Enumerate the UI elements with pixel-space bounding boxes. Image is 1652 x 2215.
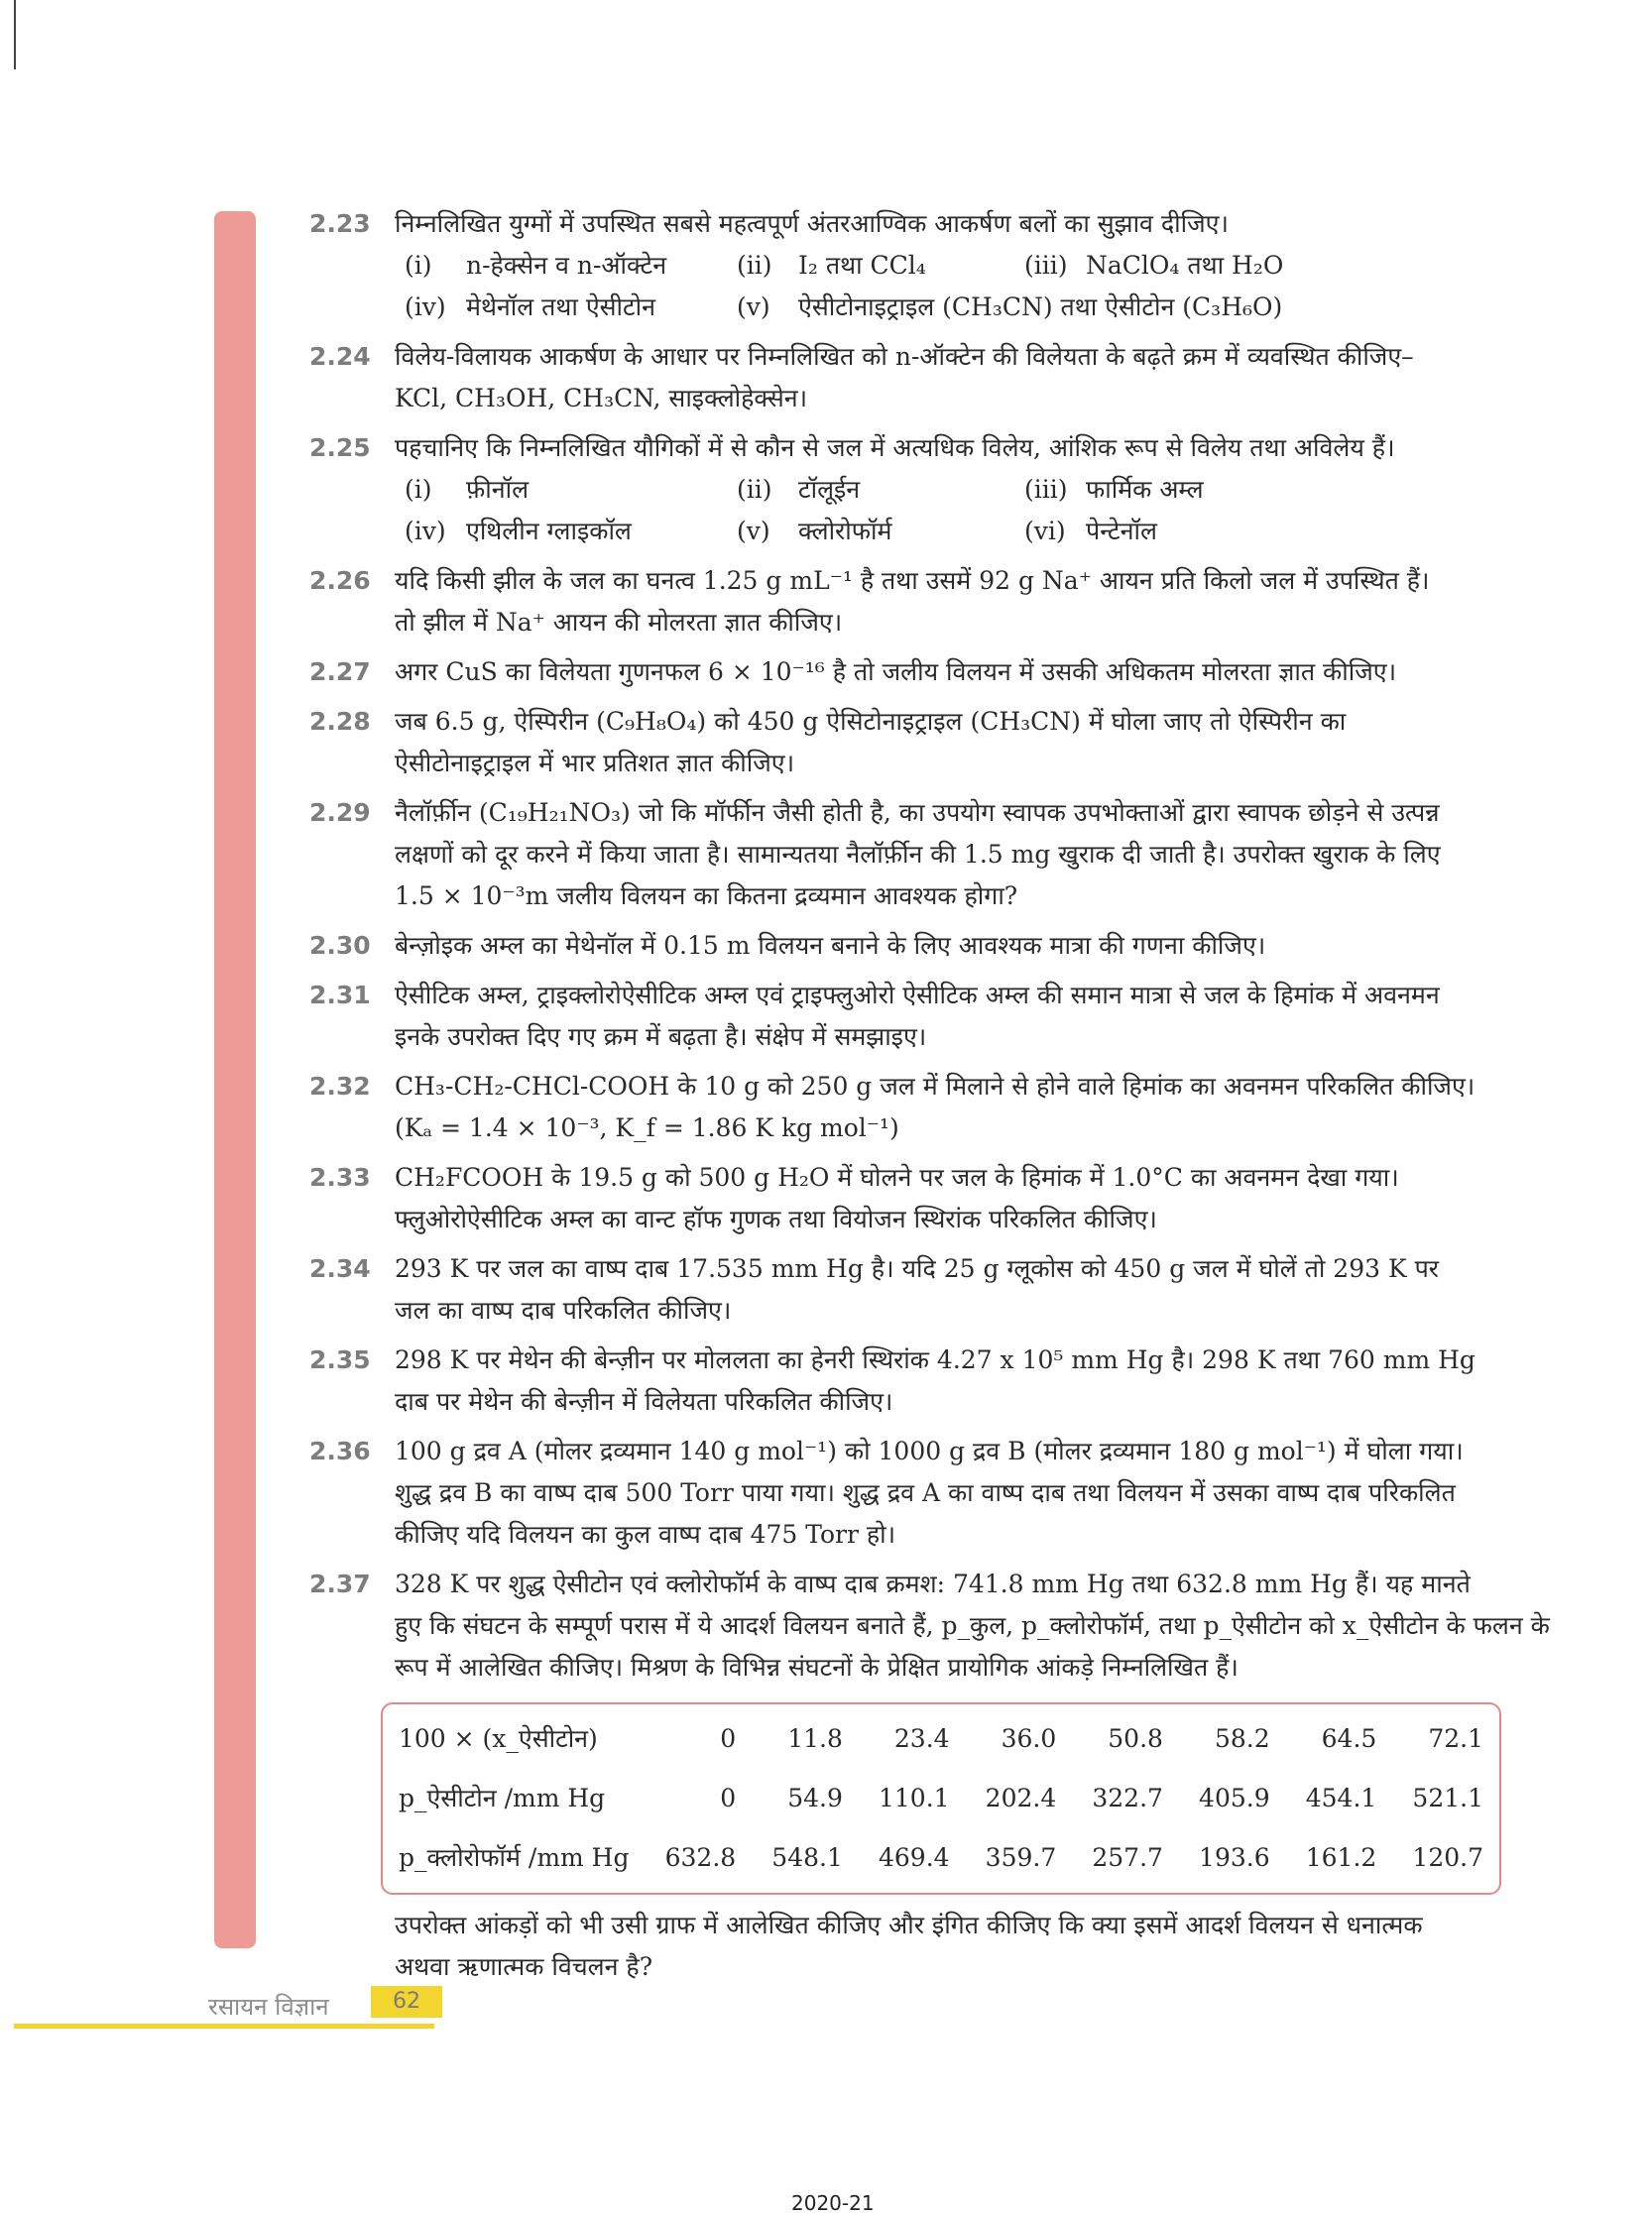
question-2-28 — [309, 701, 1521, 784]
table-cell: 64.5 — [1321, 1724, 1377, 1753]
question-text: यदि किसी झील के जल का घनत्व 1.25 g mL⁻¹ है तथा उसमें 92 g Na⁺ आयन प्रति किलो जल में उपस्थित हैं। — [395, 566, 1430, 595]
question-text: 293 K पर जल का वाष्प दाब 17.535 mm Hg है। यदि 25 g ग्लूकोस को 450 g जल में घोलें तो 293 K पर — [395, 1254, 1440, 1283]
table-cell: 469.4 — [878, 1843, 950, 1872]
question-number: 2.27 — [309, 657, 371, 686]
question-number: 2.32 — [309, 1072, 371, 1101]
question-text: बेन्ज़ोइक अम्ल का मेथेनॉल में 0.15 m विलयन बनाने के लिए आवश्यक मात्रा की गणना कीजिए। — [395, 931, 1266, 960]
table-cell: 193.6 — [1199, 1843, 1270, 1872]
question-text: CH₂FCOOH के 19.5 g को 500 g H₂O में घोलने पर जल के हिमांक में 1.0°C का अवनमन देखा गया। — [395, 1163, 1399, 1192]
table-cell: 0 — [720, 1724, 737, 1753]
question-number: 2.23 — [309, 209, 371, 238]
question-text: उपरोक्त आंकड़ों को भी उसी ग्राफ में आलेखित कीजिए और इंगित कीजिए कि क्या इसमें आदर्श विलयन से धनात्मक — [395, 1911, 1423, 1939]
table-cell: 257.7 — [1092, 1843, 1163, 1872]
margin-bar — [214, 211, 256, 1948]
question-number: 2.37 — [309, 1570, 371, 1598]
question-2-35 — [309, 1340, 1521, 1423]
book-title: रसायन विज्ञान — [208, 1993, 329, 2021]
question-text: फ्लुओरोऐसीटिक अम्ल का वान्ट हॉफ गुणक तथा वियोजन स्थिरांक परिकलित कीजिए। — [395, 1205, 1157, 1233]
table-cell: 548.1 — [771, 1843, 843, 1872]
question-number: 2.24 — [309, 342, 371, 371]
option: (iii) फार्मिक अम्ल — [1024, 475, 1204, 504]
question-2-33 — [309, 1157, 1521, 1240]
question-text: ऐसीटोनाइट्राइल में भार प्रतिशत ज्ञात कीजिए। — [395, 749, 795, 777]
option: (iv) मेथेनॉल तथा ऐसीटोन — [405, 292, 655, 321]
question-text: कीजिए यदि विलयन का कुल वाष्प दाब 475 Torr हो। — [395, 1520, 896, 1549]
option: (v) ऐसीटोनाइट्राइल (CH₃CN) तथा ऐसीटोन (C₃H₆O) — [737, 292, 1283, 321]
question-text: KCl, CH₃OH, CH₃CN, साइक्लोहेक्सेन। — [395, 384, 808, 412]
option: (i) फ़ीनॉल — [405, 475, 530, 504]
table-row — [395, 1710, 1487, 1768]
question-2-30 — [309, 925, 1521, 967]
table-cell: 58.2 — [1214, 1724, 1270, 1753]
question-2-32 — [309, 1066, 1521, 1149]
question-text: रूप में आलेखित कीजिए। मिश्रण के विभिन्न संघटनों के प्रेक्षित प्रायोगिक आंकड़े निम्नलिखित हैं। — [395, 1653, 1239, 1682]
question-text: निम्नलिखित युग्मों में उपस्थित सबसे महत्वपूर्ण अंतरआण्विक आकर्षण बलों का सुझाव दीजिए। — [395, 209, 1229, 238]
table-cell: 11.8 — [787, 1724, 843, 1753]
table-cell: 454.1 — [1305, 1784, 1377, 1812]
table-cell: 322.7 — [1092, 1784, 1163, 1812]
question-number: 2.31 — [309, 981, 371, 1009]
question-number: 2.36 — [309, 1437, 371, 1465]
question-text: जब 6.5 g, ऐस्पिरीन (C₉H₈O₄) को 450 g ऐसिटोनाइट्राइल (CH₃CN) में घोला जाए तो ऐस्पिरीन का — [395, 707, 1347, 736]
question-2-36 — [309, 1431, 1521, 1556]
question-number: 2.35 — [309, 1345, 371, 1374]
table-cell: 161.2 — [1305, 1843, 1377, 1872]
question-text: हुए कि संघटन के सम्पूर्ण परास में ये आदर्श विलयन बनाते हैं, p_कुल, p_क्लोरोफॉर्म, तथा p_ऐसीटोन को x_ऐसीटोन के फलन के — [395, 1611, 1550, 1640]
question-text: अथवा ऋणात्मक विचलन है? — [395, 1952, 653, 1981]
question-text: 298 K पर मेथेन की बेन्ज़ीन पर मोललता का हेनरी स्थिरांक 4.27 x 10⁵ mm Hg है। 298 K तथा 760 mm Hg — [395, 1345, 1475, 1374]
question-number: 2.33 — [309, 1163, 371, 1192]
question-2-27 — [309, 651, 1521, 693]
table-row — [395, 1770, 1487, 1827]
vapour-pressure-table — [381, 1702, 1501, 1895]
crop-mark — [0, 0, 16, 69]
question-text: अगर CuS का विलेयता गुणनफल 6 × 10⁻¹⁶ है तो जलीय विलयन में उसकी अधिकतम मोलरता ज्ञात कीजिए। — [395, 657, 1397, 686]
table-cell: 36.0 — [1001, 1724, 1057, 1753]
question-text: जल का वाष्प दाब परिकलित कीजिए। — [395, 1296, 732, 1325]
question-text: विलेय-विलायक आकर्षण के आधार पर निम्नलिखित को n-ऑक्टेन की विलेयता के बढ़ते क्रम में व्यवस्थित कीजिए– — [395, 342, 1414, 371]
table-cell: 23.4 — [893, 1724, 950, 1753]
question-2-31 — [309, 975, 1521, 1058]
question-2-37 — [309, 1564, 1550, 1988]
table-cell: 120.7 — [1412, 1843, 1483, 1872]
footer-rule — [14, 2024, 434, 2029]
option: (ii) टॉलूईन — [737, 475, 861, 504]
table-cell: 72.1 — [1428, 1724, 1483, 1753]
question-text: इनके उपरोक्त दिए गए क्रम में बढ़ता है। संक्षेप में समझाइए। — [395, 1022, 927, 1051]
question-text: दाब पर मेथेन की बेन्ज़ीन में विलेयता परिकलित कीजिए। — [395, 1387, 893, 1416]
edition-year: 2020-21 — [791, 2191, 875, 2215]
table-cell: 632.8 — [664, 1843, 737, 1872]
question-text: CH₃-CH₂-CHCl-COOH के 10 g को 250 g जल में मिलाने से होने वाले हिमांक का अवनमन परिकलित कीजिए। — [395, 1072, 1475, 1101]
question-list — [309, 203, 1550, 1996]
question-text: 328 K पर शुद्ध ऐसीटोन एवं क्लोरोफॉर्म के वाष्प दाब क्रमश: 741.8 mm Hg तथा 632.8 mm Hg हैं। यह मानते — [395, 1570, 1471, 1598]
table-cell: 0 — [720, 1784, 737, 1812]
question-number: 2.34 — [309, 1254, 371, 1283]
option: (iv) एथिलीन ग्लाइकॉल — [405, 517, 632, 545]
table-cell: 50.8 — [1108, 1724, 1163, 1753]
table-cell: 359.7 — [985, 1843, 1057, 1872]
question-text: 1.5 × 10⁻³m जलीय विलयन का कितना द्रव्यमान आवश्यक होगा? — [395, 881, 1018, 910]
table-cell: 521.1 — [1412, 1784, 1483, 1812]
options — [395, 245, 1521, 328]
question-text: लक्षणों को दूर करने में किया जाता है। सामान्यतया नैलॉर्फ़ीन की 1.5 mg खुराक दी जाती है। उपरोक्त खुराक के लिए — [395, 840, 1441, 869]
row-header: p_क्लोरोफॉर्म /mm Hg — [399, 1843, 630, 1872]
question-2-26 — [309, 560, 1521, 643]
table-cell: 54.9 — [787, 1784, 843, 1812]
question-number: 2.29 — [309, 798, 371, 827]
option: (v) क्लोरोफॉर्म — [737, 517, 892, 545]
table-cell: 110.1 — [878, 1784, 950, 1812]
row-header: 100 × (x_ऐसीटोन) — [399, 1724, 598, 1753]
question-text: पहचानिए कि निम्नलिखित यौगिकों में से कौन से जल में अत्यधिक विलेय, आंशिक रूप से विलेय तथा अविलेय हैं। — [395, 433, 1395, 462]
table-cell: 202.4 — [985, 1784, 1057, 1812]
table-row — [395, 1829, 1487, 1887]
table-cell: 405.9 — [1199, 1784, 1270, 1812]
question-number: 2.30 — [309, 931, 371, 960]
option: (ii) I₂ तथा CCl₄ — [737, 251, 926, 280]
question-2-25 — [309, 427, 1521, 552]
question-text: तो झील में Na⁺ आयन की मोलरता ज्ञात कीजिए। — [395, 608, 843, 637]
options — [395, 469, 1521, 552]
question-number: 2.28 — [309, 707, 371, 736]
page-footer — [14, 1990, 434, 2024]
question-text: 100 g द्रव A (मोलर द्रव्यमान 140 g mol⁻¹) को 1000 g द्रव B (मोलर द्रव्यमान 180 g mol⁻¹) में घोला गया। — [395, 1437, 1464, 1465]
question-number: 2.26 — [309, 566, 371, 595]
question-text: (Kₐ = 1.4 × 10⁻³, K_f = 1.86 K kg mol⁻¹) — [395, 1113, 899, 1142]
question-2-24 — [309, 336, 1521, 419]
option: (vi) पेन्टेनॉल — [1024, 517, 1157, 545]
question-text: शुद्ध द्रव B का वाष्प दाब 500 Torr पाया गया। शुद्ध द्रव A का वाष्प दाब तथा विलयन में उसका वाष्प दाब परिकलित — [395, 1478, 1456, 1507]
question-2-23 — [309, 203, 1521, 328]
question-text: ऐसीटिक अम्ल, ट्राइक्लोरोऐसीटिक अम्ल एवं ट्राइफ्लुओरो ऐसीटिक अम्ल की समान मात्रा से जल के हिमांक में अवनमन — [395, 981, 1440, 1009]
question-2-34 — [309, 1248, 1521, 1332]
page-number: 62 — [371, 1986, 442, 2018]
row-header: p_ऐसीटोन /mm Hg — [399, 1784, 606, 1812]
question-text: नैलॉर्फ़ीन (C₁₉H₂₁NO₃) जो कि मॉर्फीन जैसी होती है, का उपयोग स्वापक उपभोक्ताओं द्वारा स्वापक छोड़ने से उत्पन्न — [395, 798, 1440, 827]
question-2-29 — [309, 792, 1521, 917]
option: (i) n-हेक्सेन व n-ऑक्टेन — [405, 251, 667, 280]
question-number: 2.25 — [309, 433, 371, 462]
option: (iii) NaClO₄ तथा H₂O — [1024, 251, 1284, 280]
